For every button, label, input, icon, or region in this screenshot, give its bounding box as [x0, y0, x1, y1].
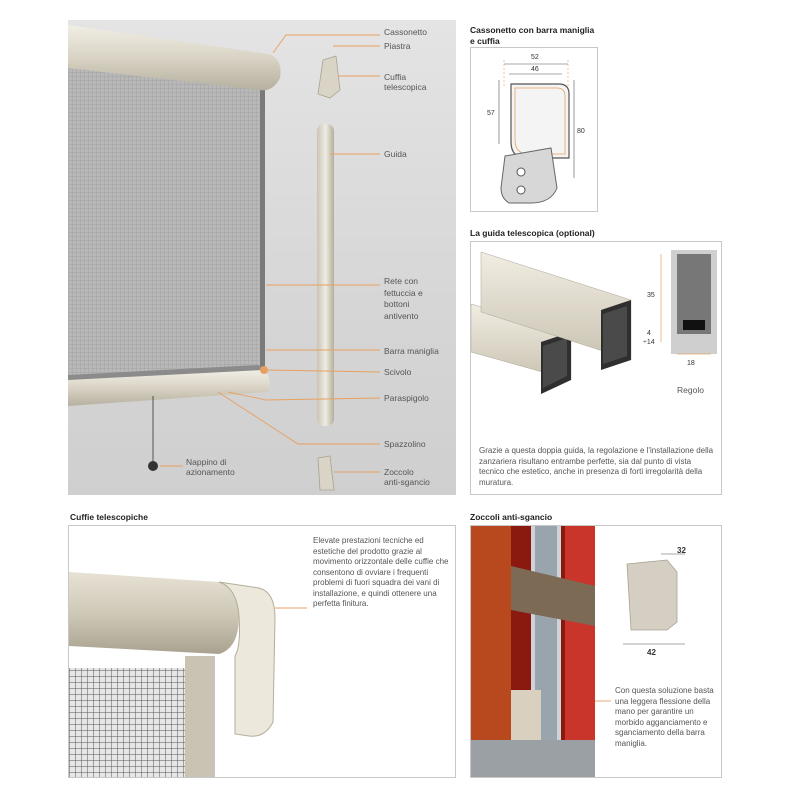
- rail-closeup: [185, 656, 215, 778]
- zoccoli-section-title: Zoccoli anti-sgancio: [470, 512, 553, 522]
- label-piastra: Piastra: [384, 41, 411, 51]
- dim-18: 18: [687, 360, 695, 367]
- cuffia-profile: [501, 148, 557, 203]
- guida-section-title: La guida telescopica (optional): [470, 228, 595, 238]
- dim-35: 35: [647, 292, 655, 299]
- label-cuffia: Cuffia telescopica: [384, 72, 427, 92]
- cassonetto-diagram: [470, 47, 598, 212]
- dim-46: 46: [531, 66, 539, 73]
- zoccolo-part: [318, 456, 334, 490]
- cassonetto-section-title: Cassonetto con barra maniglia e cuffia: [470, 25, 595, 46]
- guida-description: Grazie a questa doppia guida, la regolazione e l'installazione della zanzariera risultano entrambe perfette, sia dal punto di vista tecnico che estetico, anche in presenza di forti irregolarità della muratura.: [479, 446, 714, 487]
- label-scivolo: Scivolo: [384, 367, 412, 377]
- label-rete: Rete con fettuccia e bottoni antivento: [384, 276, 423, 321]
- nappino-ball: [148, 461, 158, 471]
- cuffie-section-title: Cuffie telescopiche: [70, 512, 148, 522]
- cuffie-box: [68, 525, 456, 778]
- dim-14: ÷14: [643, 339, 655, 346]
- mesh-net: [68, 60, 264, 388]
- label-zoccolo: Zoccolo anti-sgancio: [384, 467, 430, 487]
- zoccoli-box: [470, 525, 722, 778]
- dim-80: 80: [577, 128, 585, 135]
- label-guida: Guida: [384, 149, 407, 159]
- dim-57: 57: [487, 110, 495, 117]
- mesh-closeup: [69, 668, 185, 778]
- label-barra-maniglia: Barra maniglia: [384, 346, 439, 356]
- side-frame: [260, 75, 265, 373]
- label-cassonetto: Cassonetto: [384, 27, 427, 37]
- main-exploded-view: [68, 20, 456, 495]
- guida-illustration: [471, 242, 722, 442]
- zoccolo-product: [627, 560, 677, 630]
- guida-box: [470, 241, 722, 495]
- dim-42: 42: [647, 648, 656, 657]
- dim-4: 4: [647, 330, 651, 337]
- cuffia-part: [318, 56, 340, 98]
- guida-rail: [317, 124, 334, 426]
- label-spazzolino: Spazzolino: [384, 439, 426, 449]
- cassonetto-closeup: [69, 572, 239, 654]
- scivolo-point: [260, 366, 268, 374]
- label-nappino: Nappino di azionamento: [186, 457, 235, 477]
- label-paraspigolo: Paraspigolo: [384, 393, 429, 403]
- zoccoli-description: Con questa soluzione basta una leggera flessione della mano per garantire un morbido agganciamento e sganciamento della barra maniglia.: [615, 686, 714, 748]
- dim-32: 32: [677, 546, 686, 555]
- profile-shape: [511, 84, 569, 158]
- cuffie-description: Elevate prestazioni tecniche ed estetiche del prodotto grazie al movimento orizzontale delle cuffie che consentono di ovviare i frequenti problemi di fuori squadra dei vani di installazione, e quindi ottenere una perfetta finitura.: [313, 536, 449, 608]
- regolo-label: Regolo: [677, 385, 704, 395]
- dim-52: 52: [531, 54, 539, 61]
